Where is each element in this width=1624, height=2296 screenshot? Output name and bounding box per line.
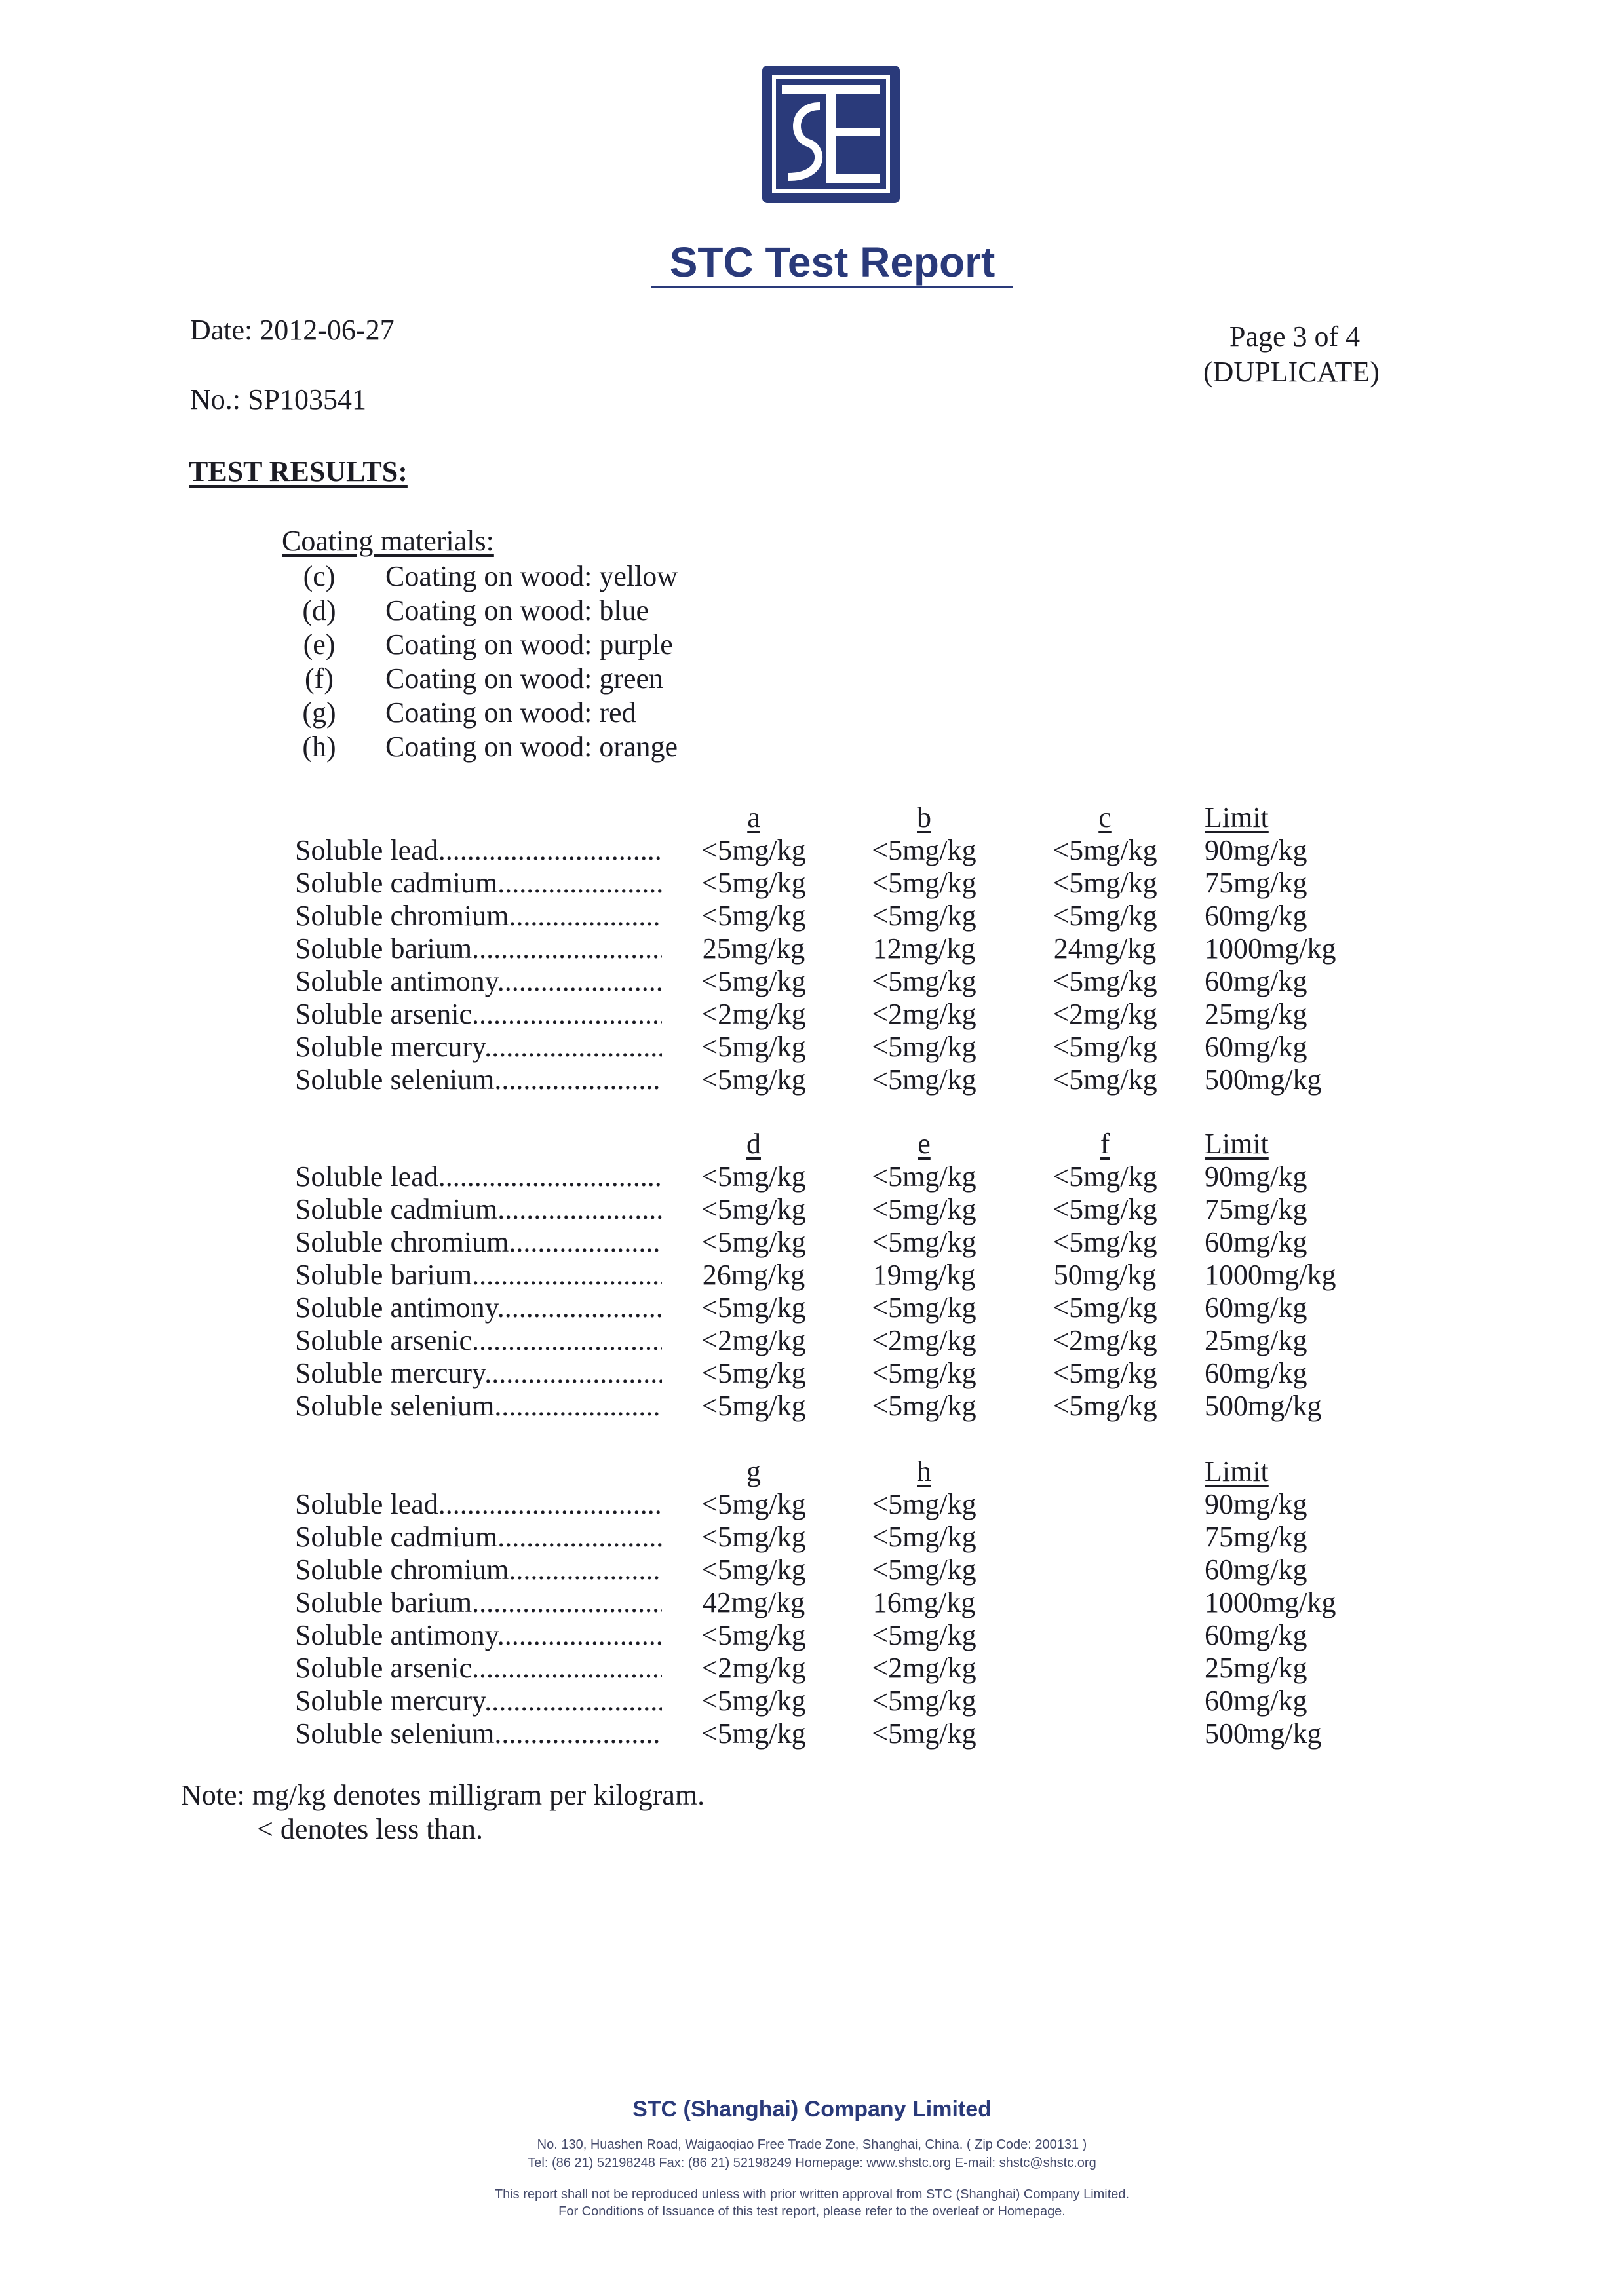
analyte-label: [295, 1651, 662, 1685]
result-value: <5mg/kg: [1053, 1226, 1157, 1258]
analyte-name: Soluble arsenic: [295, 998, 473, 1030]
analyte-name: Soluble antimony: [295, 1292, 497, 1324]
result-value: <5mg/kg: [701, 965, 806, 997]
result-value: 24mg/kg: [1053, 932, 1157, 965]
result-value: 12mg/kg: [872, 932, 976, 965]
material-desc: Coating on wood: blue: [385, 594, 649, 626]
result-value: <5mg/kg: [872, 1031, 976, 1063]
column-header: a: [747, 801, 760, 833]
result-value: <5mg/kg: [872, 1488, 976, 1520]
analyte-label: [295, 1684, 662, 1718]
result-value: <5mg/kg: [701, 1160, 806, 1193]
analyte-name: Soluble lead: [295, 1160, 438, 1193]
column-header: f: [1100, 1128, 1110, 1160]
result-value: <5mg/kg: [701, 1685, 806, 1717]
analyte-label: [295, 1553, 662, 1587]
title-underline: [651, 286, 1013, 288]
analyte-name: Soluble selenium: [295, 1390, 495, 1422]
result-value: <2mg/kg: [701, 1324, 806, 1356]
analyte-label: [295, 1193, 662, 1227]
analyte-name: Soluble chromium: [295, 1226, 509, 1258]
footer-company: STC (Shanghai) Company Limited: [632, 2097, 992, 2122]
analyte-label: [295, 997, 662, 1031]
analyte-label: [295, 899, 662, 933]
result-value: <5mg/kg: [701, 900, 806, 932]
analyte-name: Soluble cadmium: [295, 1193, 498, 1225]
limit-value: 90mg/kg: [1205, 834, 1307, 866]
material-desc: Coating on wood: orange: [385, 731, 678, 763]
analyte-name: Soluble selenium: [295, 1717, 495, 1750]
result-value: <5mg/kg: [872, 1619, 976, 1651]
analyte-label: [295, 1618, 662, 1653]
result-value: <5mg/kg: [701, 1717, 806, 1750]
result-value: <2mg/kg: [872, 998, 976, 1030]
material-desc: Coating on wood: purple: [385, 628, 673, 660]
result-value: <2mg/kg: [1053, 998, 1157, 1030]
limit-value: 60mg/kg: [1205, 1292, 1307, 1324]
report-date: Date: 2012-06-27: [190, 314, 395, 346]
limit-value: 60mg/kg: [1205, 1357, 1307, 1389]
analyte-name: Soluble chromium: [295, 1554, 509, 1586]
analyte-name: Soluble mercury: [295, 1357, 485, 1389]
result-value: <5mg/kg: [1053, 1193, 1157, 1225]
limit-value: 60mg/kg: [1205, 1685, 1307, 1717]
material-code: (h): [302, 731, 336, 763]
result-value: <5mg/kg: [1053, 1390, 1157, 1422]
report-title: STC Test Report: [669, 239, 996, 286]
analyte-label: [295, 1324, 662, 1358]
analyte-label: [295, 1520, 662, 1554]
result-value: <5mg/kg: [1053, 965, 1157, 997]
analyte-label: [295, 1586, 662, 1620]
material-desc: Coating on wood: red: [385, 697, 636, 729]
analyte-label: [295, 932, 662, 966]
analyte-name: Soluble arsenic: [295, 1652, 473, 1684]
limit-value: 500mg/kg: [1205, 1390, 1322, 1422]
limit-value: 60mg/kg: [1205, 965, 1307, 997]
analyte-label: [295, 965, 662, 999]
limit-header: Limit: [1205, 1128, 1269, 1160]
result-value: <5mg/kg: [701, 867, 806, 899]
analyte-name: Soluble selenium: [295, 1063, 495, 1096]
material-code: (g): [302, 697, 336, 729]
result-value: <5mg/kg: [701, 1390, 806, 1422]
result-value: <5mg/kg: [872, 1685, 976, 1717]
analyte-label: [295, 1487, 662, 1521]
result-value: <5mg/kg: [701, 1063, 806, 1096]
analyte-label: [295, 1063, 662, 1097]
result-value: <5mg/kg: [701, 1226, 806, 1258]
limit-value: 90mg/kg: [1205, 1488, 1307, 1520]
limit-value: 90mg/kg: [1205, 1160, 1307, 1193]
analyte-label: [295, 1160, 662, 1194]
result-value: <5mg/kg: [701, 1619, 806, 1651]
result-value: 16mg/kg: [872, 1586, 976, 1618]
result-value: 26mg/kg: [702, 1259, 805, 1291]
result-value: <5mg/kg: [701, 1521, 806, 1553]
limit-value: 75mg/kg: [1205, 867, 1307, 899]
report-number: No.: SP103541: [190, 383, 366, 415]
analyte-label: [295, 1291, 662, 1325]
footer-conditions: For Conditions of Issuance of this test report, please refer to the overleaf or Homepage.: [558, 2204, 1066, 2219]
result-value: <5mg/kg: [701, 1357, 806, 1389]
result-value: <5mg/kg: [701, 1031, 806, 1063]
section-title: TEST RESULTS:: [189, 455, 408, 488]
stc-logo: [762, 66, 900, 210]
duplicate-label: (DUPLICATE): [1203, 356, 1380, 388]
analyte-name: Soluble lead: [295, 1488, 438, 1520]
result-value: <2mg/kg: [701, 1652, 806, 1684]
limit-value: 75mg/kg: [1205, 1521, 1307, 1553]
result-value: <5mg/kg: [872, 900, 976, 932]
result-value: <5mg/kg: [872, 1554, 976, 1586]
result-value: <5mg/kg: [872, 867, 976, 899]
limit-value: 25mg/kg: [1205, 998, 1307, 1030]
result-value: <5mg/kg: [872, 1292, 976, 1324]
result-value: <5mg/kg: [701, 1292, 806, 1324]
footer-address: No. 130, Huashen Road, Waigaoqiao Free Trade Zone, Shanghai, China. ( Zip Code: 200131 ): [537, 2137, 1087, 2152]
analyte-name: Soluble barium: [295, 932, 473, 965]
analyte-label: [295, 1717, 662, 1751]
result-value: <5mg/kg: [872, 1063, 976, 1096]
column-header: c: [1098, 801, 1112, 833]
limit-value: 75mg/kg: [1205, 1193, 1307, 1225]
analyte-name: Soluble mercury: [295, 1685, 485, 1717]
result-value: <5mg/kg: [872, 1160, 976, 1193]
material-desc: Coating on wood: green: [385, 662, 664, 695]
material-code: (f): [305, 662, 334, 695]
result-value: <5mg/kg: [1053, 1063, 1157, 1096]
analyte-name: Soluble antimony: [295, 1619, 497, 1651]
note-less-than: < denotes less than.: [257, 1813, 483, 1845]
column-header: d: [746, 1128, 761, 1160]
result-value: <5mg/kg: [872, 1193, 976, 1225]
analyte-name: Soluble chromium: [295, 900, 509, 932]
result-value: <5mg/kg: [1053, 867, 1157, 899]
analyte-label: [295, 1030, 662, 1064]
material-code: (c): [303, 560, 336, 592]
result-value: <5mg/kg: [701, 1554, 806, 1586]
limit-value: 25mg/kg: [1205, 1652, 1307, 1684]
analyte-label: [295, 1225, 662, 1259]
result-value: <5mg/kg: [872, 965, 976, 997]
result-value: <5mg/kg: [701, 1193, 806, 1225]
result-value: <5mg/kg: [872, 1226, 976, 1258]
result-value: <5mg/kg: [1053, 1292, 1157, 1324]
material-code: (d): [302, 594, 336, 626]
footer-contact: Tel: (86 21) 52198248 Fax: (86 21) 52198249 Homepage: www.shstc.org E-mail: shstc@shstc.org: [528, 2156, 1096, 2170]
limit-value: 60mg/kg: [1205, 1554, 1307, 1586]
analyte-name: Soluble mercury: [295, 1031, 485, 1063]
result-value: <5mg/kg: [872, 1390, 976, 1422]
analyte-label: [295, 833, 662, 868]
materials-heading: Coating materials:: [282, 525, 494, 557]
result-value: <5mg/kg: [1053, 1357, 1157, 1389]
result-value: <2mg/kg: [872, 1652, 976, 1684]
limit-header: Limit: [1205, 801, 1269, 833]
result-value: 50mg/kg: [1053, 1259, 1157, 1291]
limit-value: 60mg/kg: [1205, 1226, 1307, 1258]
limit-value: 1000mg/kg: [1205, 932, 1336, 965]
result-value: <5mg/kg: [1053, 834, 1157, 866]
limit-value: 500mg/kg: [1205, 1063, 1322, 1096]
analyte-name: Soluble barium: [295, 1259, 473, 1291]
note-units: Note: mg/kg denotes milligram per kilogram.: [181, 1779, 705, 1811]
result-value: 42mg/kg: [702, 1586, 805, 1618]
result-value: 25mg/kg: [702, 932, 805, 965]
result-value: <5mg/kg: [872, 1357, 976, 1389]
column-header: h: [917, 1455, 931, 1487]
result-value: <5mg/kg: [872, 1717, 976, 1750]
result-value: <5mg/kg: [872, 834, 976, 866]
analyte-label: [295, 1258, 662, 1292]
analyte-name: Soluble cadmium: [295, 867, 498, 899]
limit-value: 60mg/kg: [1205, 1619, 1307, 1651]
limit-value: 1000mg/kg: [1205, 1259, 1336, 1291]
column-header: g: [746, 1455, 761, 1487]
analyte-label: [295, 866, 662, 900]
limit-value: 60mg/kg: [1205, 1031, 1307, 1063]
result-value: <5mg/kg: [701, 1488, 806, 1520]
column-header: e: [918, 1128, 931, 1160]
analyte-name: Soluble antimony: [295, 965, 497, 997]
limit-value: 25mg/kg: [1205, 1324, 1307, 1356]
result-value: <5mg/kg: [1053, 1160, 1157, 1193]
limit-header: Limit: [1205, 1455, 1269, 1487]
footer-disclaimer: This report shall not be reproduced unless with prior written approval from STC (Shanghai) Company Limited.: [494, 2187, 1130, 2202]
page-indicator: Page 3 of 4: [1229, 320, 1361, 353]
result-value: <5mg/kg: [701, 834, 806, 866]
column-header: b: [917, 801, 931, 833]
result-value: <2mg/kg: [701, 998, 806, 1030]
analyte-label: [295, 1389, 662, 1423]
analyte-name: Soluble lead: [295, 834, 438, 866]
limit-value: 500mg/kg: [1205, 1717, 1322, 1750]
result-value: <5mg/kg: [872, 1521, 976, 1553]
analyte-name: Soluble arsenic: [295, 1324, 473, 1356]
analyte-name: Soluble cadmium: [295, 1521, 498, 1553]
result-value: <5mg/kg: [1053, 900, 1157, 932]
limit-value: 1000mg/kg: [1205, 1586, 1336, 1618]
result-value: <5mg/kg: [1053, 1031, 1157, 1063]
result-value: 19mg/kg: [872, 1259, 976, 1291]
result-value: <2mg/kg: [1053, 1324, 1157, 1356]
material-code: (e): [303, 628, 336, 660]
result-value: <2mg/kg: [872, 1324, 976, 1356]
analyte-label: [295, 1356, 662, 1390]
analyte-name: Soluble barium: [295, 1586, 473, 1618]
limit-value: 60mg/kg: [1205, 900, 1307, 932]
material-desc: Coating on wood: yellow: [385, 560, 678, 592]
